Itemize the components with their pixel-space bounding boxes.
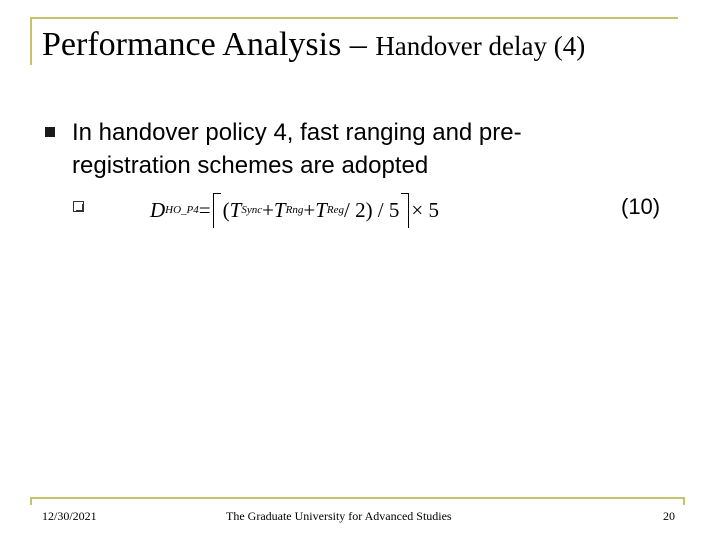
title-main: Performance Analysis – bbox=[42, 26, 376, 63]
footer-rule-left bbox=[30, 497, 32, 505]
eq-div: / 2) / 5 bbox=[343, 197, 400, 222]
hollow-square-bullet-icon bbox=[73, 201, 84, 212]
ceil-left-icon bbox=[213, 193, 221, 228]
equation bbox=[150, 188, 439, 232]
page-number: 20 bbox=[663, 509, 675, 523]
eq-times: × 5 bbox=[411, 197, 439, 222]
eq-plus1: + bbox=[262, 197, 274, 222]
slide-title bbox=[42, 28, 585, 62]
bullet-text: In handover policy 4, fast ranging and pre-registration schemes are adopted bbox=[72, 119, 522, 179]
eq-t3: T bbox=[315, 197, 327, 222]
footer-organization: The Graduate University for Advanced Studies bbox=[226, 509, 452, 523]
eq-equals: = bbox=[198, 197, 211, 222]
footer-rule bbox=[30, 497, 685, 499]
title-sub: Handover delay (4) bbox=[375, 31, 586, 61]
eq-lhs-sub: HO_P4 bbox=[165, 204, 199, 216]
eq-t2-sub: Rng bbox=[285, 204, 304, 216]
eq-t3-sub: Reg bbox=[326, 204, 344, 216]
eq-t2: T bbox=[273, 197, 286, 222]
footer-rule-right bbox=[683, 497, 685, 505]
equation-number: (10) bbox=[621, 194, 661, 219]
eq-t1-sub: Sync bbox=[241, 204, 263, 216]
title-frame-top bbox=[30, 17, 678, 19]
eq-plus2: + bbox=[303, 197, 316, 222]
eq-lhs: D bbox=[150, 197, 166, 222]
footer-date: 12/30/2021 bbox=[42, 509, 97, 523]
eq-t1: T bbox=[229, 197, 242, 222]
square-bullet-icon bbox=[45, 127, 55, 137]
eq-open: ( bbox=[222, 197, 230, 222]
title-frame-left bbox=[30, 17, 32, 65]
ceil-right-icon bbox=[401, 193, 409, 228]
